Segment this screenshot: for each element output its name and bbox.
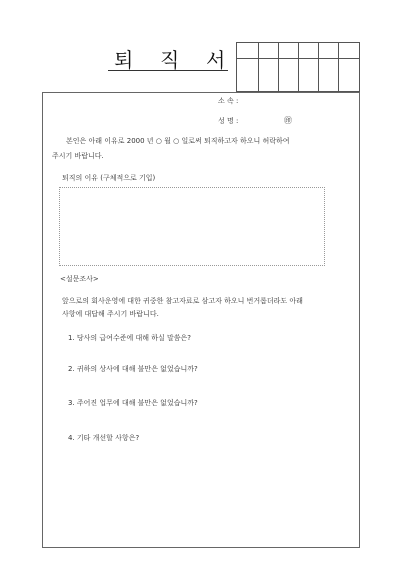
statement-line-2: 주시기 바랍니다. xyxy=(52,152,104,160)
survey-intro-line-2: 사항에 대답해 주시기 바랍니다. xyxy=(62,310,159,318)
department-label: 소 속 : xyxy=(218,97,239,105)
survey-question-2: 2. 귀하의 상사에 대해 불만은 없었습니까? xyxy=(68,365,198,373)
approval-divider xyxy=(318,43,319,91)
title-char-1: 퇴 xyxy=(114,48,134,72)
document-title xyxy=(108,44,228,70)
reason-input-box[interactable] xyxy=(59,187,325,266)
survey-question-1: 1. 당사의 급여수준에 대해 하실 말씀은? xyxy=(68,334,191,342)
name-label: 성 명 : xyxy=(218,117,239,125)
survey-question-3: 3. 주어진 업무에 대해 불만은 없었습니까? xyxy=(68,399,198,407)
statement-line-1: 본인은 아래 이유로 2000 년 ○ 월 ○ 일로써 퇴직하고자 하오니 허락하여 xyxy=(66,137,290,145)
approval-divider xyxy=(338,43,339,91)
seal-mark: ㊞ xyxy=(284,116,292,125)
approval-row-divider xyxy=(237,58,359,59)
approval-grid xyxy=(236,42,360,92)
survey-question-4: 4. 기타 개선할 사항은? xyxy=(68,434,140,442)
title-char-3: 서 xyxy=(206,48,226,72)
approval-divider xyxy=(258,43,259,91)
title-char-2: 직 xyxy=(160,48,180,72)
approval-divider xyxy=(298,43,299,91)
reason-label: 퇴직의 이유 (구체적으로 기입) xyxy=(62,174,156,182)
survey-intro-line-1: 앞으로의 회사운영에 대한 귀중한 참고자료로 삼고자 하오니 번거롭더라도 아래 xyxy=(62,297,303,305)
survey-heading: <설문조사> xyxy=(60,275,99,283)
title-underline xyxy=(108,70,228,71)
approval-divider xyxy=(278,43,279,91)
